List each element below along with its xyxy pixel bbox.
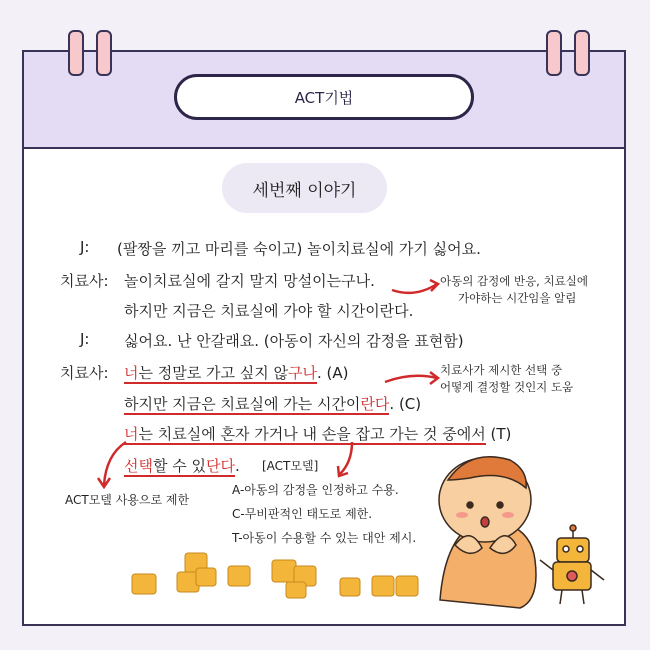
- underlined-text: 는 정말로 가고 싶지 않: [138, 364, 288, 382]
- act-usage-note: ACT모델 사용으로 제한: [65, 493, 190, 507]
- robot-icon: [540, 525, 604, 604]
- story-subtitle: 세번째 이야기: [252, 180, 357, 201]
- highlight-word: 선택: [124, 457, 153, 475]
- underlined-text: 하지만 지금은 치료실에 가는 시간이: [124, 395, 361, 413]
- dialogue-line: 놀이치료실에 갈지 말지 망설이는구나.: [124, 272, 375, 290]
- speaker-therapist: 치료사:: [60, 272, 109, 290]
- highlight-word: 너: [124, 364, 139, 382]
- act-t-note: T-아동이 수용할 수 있는 대안 제시.: [232, 531, 417, 545]
- line-suffix: . (C): [389, 395, 422, 413]
- child-illustration: [439, 457, 536, 608]
- act-a-note: A-아동의 감정을 인정하고 수용.: [232, 483, 399, 497]
- dialogue-line: 싫어요. 난 안갈래요. (아동이 자신의 감정을 표현함): [124, 332, 464, 350]
- annotation-line: 치료사가 제시한 선택 중: [440, 363, 563, 377]
- dialogue-line: 하지만 지금은 치료실에 가야 할 시간이란다.: [124, 302, 414, 320]
- dialogue-line: (팔짱을 끼고 마리를 숙이고) 놀이치료실에 가기 싫어요.: [117, 240, 481, 258]
- annotation-line: 어떻게 결정할 것인지 도움: [440, 380, 574, 394]
- arrow-icon: [392, 284, 437, 293]
- annotation-line: 가야하는 시간임을 알림: [458, 291, 577, 305]
- line-suffix: . (A): [316, 364, 349, 382]
- line-suffix: (T): [490, 425, 512, 443]
- speaker-j: J:: [80, 238, 90, 256]
- arrow-icon: [340, 442, 352, 474]
- annotation-line: 아동의 감정에 반응, 치료실에: [440, 274, 588, 288]
- speaker-j: J:: [80, 330, 90, 348]
- highlight-word: 단다: [206, 457, 235, 475]
- page-title: ACT기법: [174, 74, 474, 120]
- underlined-text: 할 수 있: [152, 457, 206, 475]
- underlined-text: 는 치료실에 혼자 가거나 내 손을 잡고 가는 것 중에서: [138, 425, 486, 443]
- act-model-tag: [ACT모델]: [262, 459, 319, 473]
- highlight-word: 너: [124, 425, 139, 443]
- highlight-word: 구나: [287, 364, 317, 382]
- arrow-icon: [385, 376, 437, 382]
- highlight-word: 란다: [360, 395, 390, 413]
- speaker-therapist: 치료사:: [60, 364, 109, 382]
- act-c-note: C-무비판적인 태도로 제한.: [232, 507, 373, 521]
- arrow-icon: [104, 442, 126, 485]
- line-suffix: .: [234, 457, 240, 475]
